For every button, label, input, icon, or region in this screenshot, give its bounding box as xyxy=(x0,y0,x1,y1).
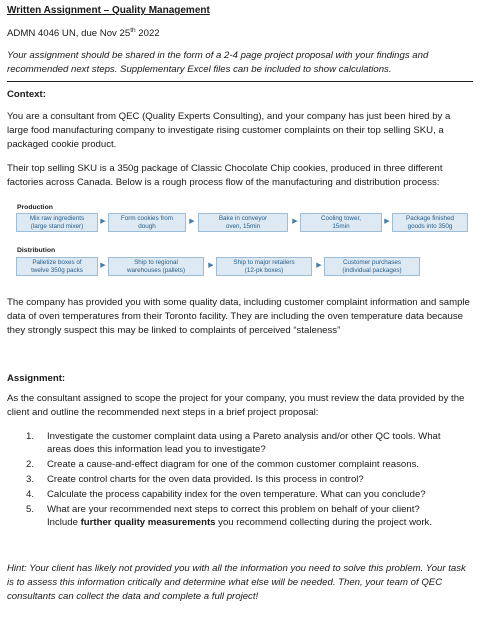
step-package: Package finished goods into 350g xyxy=(392,213,468,232)
step-ship-warehouses: Ship to regional warehouses (pallets) xyxy=(108,257,204,276)
context-paragraph-2: Their top selling SKU is a 350g package of Classic Chocolate Chip cookies, produced in three different factories across Canada. Below is a rough process flow of the manufacturing and distribution process: xyxy=(7,163,443,188)
list-text: Create control charts for the oven data provided. Is this process in control? xyxy=(47,474,364,485)
list-item xyxy=(26,473,466,486)
list-text-end: you recommend collecting during the project work. xyxy=(215,517,432,528)
arrow-right-icon: ▶ xyxy=(384,218,390,225)
date-suffix: th xyxy=(130,26,136,34)
document-title: Written Assignment – Quality Management xyxy=(7,5,210,16)
step-mix-ingredients: Mix raw ingredients (large stand mixer) xyxy=(16,213,98,232)
task-list xyxy=(26,430,466,531)
step-bake: Bake in conveyor oven, 15min xyxy=(198,213,288,232)
list-text: Investigate the customer complaint data using a Pareto analysis and/or other QC tools. What areas does this information lead you to investigate? xyxy=(47,431,441,455)
arrow-right-icon: ▶ xyxy=(208,262,214,269)
list-text-continued: Include xyxy=(47,517,81,528)
context-heading: Context: xyxy=(7,89,46,100)
course-year: 2022 xyxy=(135,28,160,39)
context-paragraph-1: You are a consultant from QEC (Quality Experts Consulting), and your company has just been hired by a large food manufacturing company to investigate rising customer complaints on their top selling SKU, a packaged cookie product. xyxy=(7,111,451,150)
arrow-right-icon: ▶ xyxy=(100,262,106,269)
step-palletize: Palletize boxes of twelve 350g packs xyxy=(16,257,98,276)
list-text: What are your recommended next steps to correct this problem on behalf of your client? xyxy=(47,504,420,515)
assignment-heading: Assignment: xyxy=(7,373,66,384)
step-ship-retailers: Ship to major retailers (12-pk boxes) xyxy=(216,257,312,276)
list-number: 5. xyxy=(26,504,35,515)
list-text: Create a cause-and-effect diagram for one of the common customer complaint reasons. xyxy=(47,459,420,470)
list-item xyxy=(26,430,466,456)
production-label: Production xyxy=(17,204,53,211)
emphasis-text: further quality measurements xyxy=(80,517,216,528)
distribution-label: Distribution xyxy=(17,247,56,254)
arrow-right-icon: ▶ xyxy=(189,218,195,225)
arrow-right-icon: ▶ xyxy=(100,218,106,225)
list-item xyxy=(26,458,466,471)
course-line xyxy=(7,27,160,41)
list-item xyxy=(26,488,466,501)
list-number: 1. xyxy=(26,431,35,442)
assignment-intro: As the consultant assigned to scope the project for your company, you must review the data provided by the client and outline the recommended next steps in a brief project proposal: xyxy=(7,393,465,418)
arrow-right-icon: ▶ xyxy=(316,262,322,269)
arrow-right-icon: ▶ xyxy=(292,218,298,225)
list-number: 2. xyxy=(26,459,35,470)
step-form-cookies: Form cookies from dough xyxy=(108,213,186,232)
step-customer-purchase: Customer purchases (individual packages) xyxy=(324,257,420,276)
section-divider xyxy=(7,81,473,82)
list-number: 4. xyxy=(26,489,35,500)
data-note-paragraph: The company has provided you with some quality data, including customer complaint information and sample data of oven temperatures from their Toronto facility. They are including the oven temperature data because they strongly suspect this may be linked to complaints of perceived “staleness” xyxy=(7,297,470,336)
hint-paragraph: Hint: Your client has likely not provided you with all the information you need to solve this problem. Your task is to assess this information critically and determine what else will be needed. Then, your team of QEC consultants can collect the data and complete a full project! xyxy=(7,563,466,602)
list-number: 3. xyxy=(26,474,35,485)
list-item xyxy=(26,503,466,529)
course-code: ADMN 4046 UN, due Nov 25 xyxy=(7,28,131,39)
submission-instructions: Your assignment should be shared in the form of a 2-4 page project proposal with your findings and recommended next steps. Supplementary Excel files can be included to show calculations. xyxy=(7,50,429,75)
step-cooling: Cooling tower, 15min xyxy=(300,213,382,232)
list-text: Calculate the process capability index for the oven temperature. What can you conclude? xyxy=(47,489,426,500)
